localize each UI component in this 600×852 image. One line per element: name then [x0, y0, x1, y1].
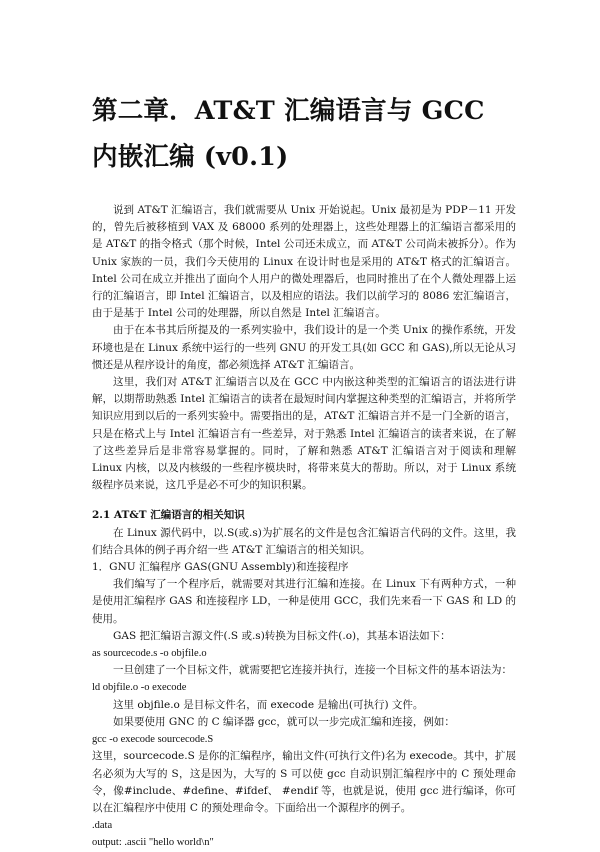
intro-paragraph-1: 说到 AT&T 汇编语言，我们就需要从 Unix 开始说起。Unix 最初是为 PDP－11 开发的，曾先后被移植到 VAX 及 68000 系列的处理器上，这些处理器上的汇编语言都采用的是 AT&T 的指令格式（那个时候，Intel 公司还未成立，而 AT&T 公司尚未被拆分）。作为 Unix 家族的一员，我们今天使用的 Linux 在设计时也是采用的 AT&T 格式的汇编语言。Intel 公司在成立并推出了面向个人用户的微处理器后，也同时推出了在个人微处理器上运行的汇编语言，即 Intel 汇编语言，以及相应的语法。我们以前学习的 8086 宏汇编语言，由于是基于 Intel 公司的处理器，所以自然是 Intel 汇编语言。 [92, 204, 516, 320]
section-paragraph-4: 一旦创建了一个目标文件，就需要把它连接并执行，连接一个目标文件的基本语法为： [113, 664, 512, 677]
section-heading: 2.1 AT&T 汇编语言的相关知识 [92, 509, 245, 522]
code-line-output: output: .ascii "hello world\n" [92, 837, 214, 849]
code-line-as: as sourcecode.s -o objfile.o [92, 648, 207, 660]
intro-paragraph-3: 这里，我们对 AT&T 汇编语言以及在 GCC 中内嵌这种类型的汇编语言的语法进行讲解，以期帮助熟悉 Intel 汇编语言的读者在最短时间内掌握这种类型的汇编语言，并将所学知识应用到以后的一系列实验中。需要指出的是，AT&T 汇编语言并不是一门全新的语言，只是在格式上与 Intel 汇编语言有一些差异，对于熟悉 Intel 汇编语言的读者来说，在了解了这些差异后是非常容易掌握的。同时，了解和熟悉 AT&T 汇编语言对于阅读和理解 Linux 内核，以及内核级的一些程序模块时，将带来莫大的帮助。所以，对于 Linux 系统级程序员来说，这几乎是必不可少的知识积累。 [92, 376, 516, 492]
section-paragraph-3: GAS 把汇编语言源文件(.S 或.s)转换为目标文件(.o)，其基本语法如下： [113, 629, 451, 642]
code-line-ld: ld objfile.o -o execode [92, 682, 187, 694]
chapter-title: 第二章．AT&T 汇编语言与 GCC 内嵌汇编 (v0.1) [92, 96, 485, 172]
section-paragraph-1: 在 Linux 源代码中，以.S(或.s)为扩展名的文件是包含汇编语言代码的文件。这里，我们结合具体的例子再介绍一些 AT&T 汇编语言的相关知识。 [92, 526, 516, 556]
section-paragraph-2: 我们编写了一个程序后，就需要对其进行汇编和连接。在 Linux 下有两种方式，一种是使用汇编程序 GAS 和连接程序 LD，一种是使用 GCC，我们先来看一下 GAS 和 LD 的使用。 [92, 578, 516, 625]
document-page [92, 88, 516, 852]
code-line-data: .data [92, 820, 113, 832]
list-item-gas: 1．GNU 汇编程序 GAS(GNU Assembly)和连接程序 [92, 561, 349, 574]
section-paragraph-5: 这里 objfile.o 是目标文件名，而 execode 是输出(可执行) 文件。 [113, 698, 424, 711]
section-paragraph-6: 如果要使用 GNC 的 C 编译器 gcc，就可以一步完成汇编和连接，例如： [113, 715, 455, 728]
code-line-gcc: gcc -o execode sourcecode.S [92, 734, 214, 746]
intro-paragraph-2: 由于在本书其后所提及的一系列实验中，我们设计的是一个类 Unix 的操作系统，开发环境也是在 Linux 系统中运行的一些列 GNU 的开发工具(如 GCC 和 GAS),所以无论从习惯还是从程序设计的角度，都必须选择 AT&T 汇编语言。 [92, 324, 516, 371]
section-paragraph-7: 这里，sourcecode.S 是你的汇编程序，输出文件(可执行文件)名为 execode。其中，扩展名必须为大写的 S，这是因为，大写的 S 可以使 gcc 自动识别汇编程序中的 C 预处理命令，像#include、#define、#ifdef、 #endif 等，也就是说，使用 gcc 进行编译，你可以在汇编程序中使用 C 的预处理命令。下面给出一个源程序的例子。 [92, 750, 516, 814]
